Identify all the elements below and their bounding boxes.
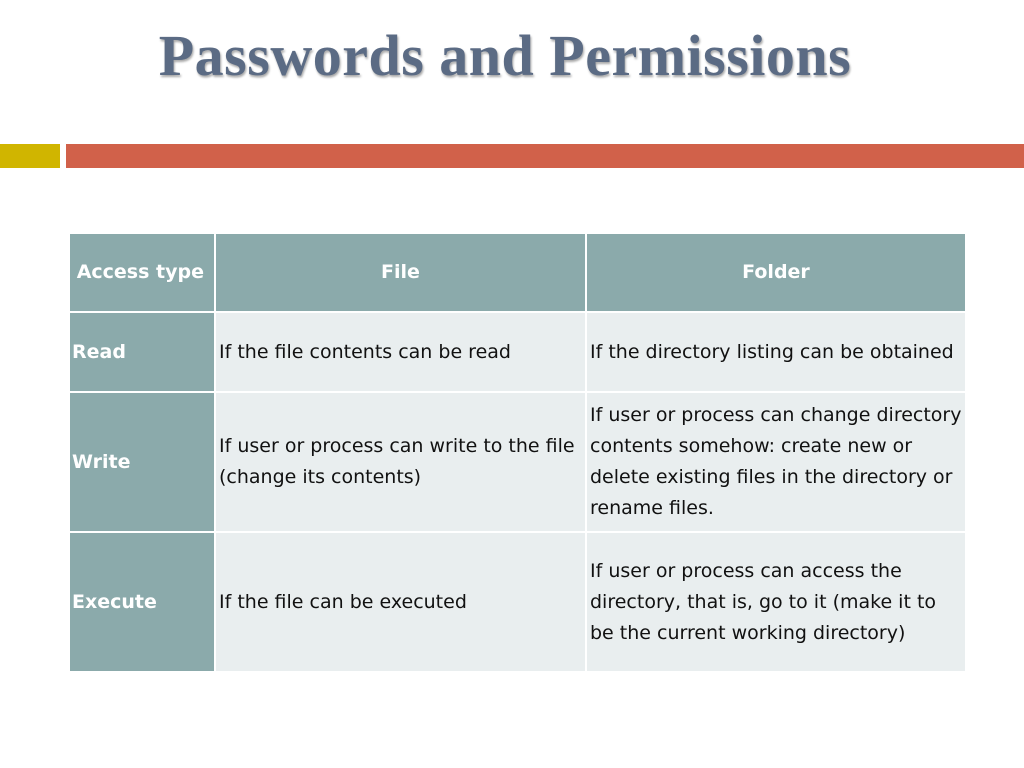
file-cell: If the file can be executed [215, 532, 586, 672]
table-row [69, 532, 966, 672]
header-folder: Folder [586, 233, 966, 312]
file-cell: If the file contents can be read [215, 312, 586, 392]
access-type-cell: Write [69, 392, 215, 532]
title-divider-bar [66, 144, 1024, 168]
slide-title: Passwords and Permissions [158, 23, 852, 88]
file-cell: If user or process can write to the file (change its contents) [215, 392, 586, 532]
access-type-cell: Read [69, 312, 215, 392]
table-header-row [69, 233, 966, 312]
folder-cell: If the directory listing can be obtained [586, 312, 966, 392]
table-row [69, 392, 966, 532]
header-access-type: Access type [69, 233, 215, 312]
accent-bar [0, 144, 60, 168]
table-row [69, 312, 966, 392]
folder-cell: If user or process can change directory contents somehow: create new or delete existing files in the directory or rename files. [586, 392, 966, 532]
folder-cell: If user or process can access the directory, that is, go to it (make it to be the current working directory) [586, 532, 966, 672]
header-file: File [215, 233, 586, 312]
access-type-cell: Execute [69, 532, 215, 672]
permissions-table [68, 232, 967, 673]
